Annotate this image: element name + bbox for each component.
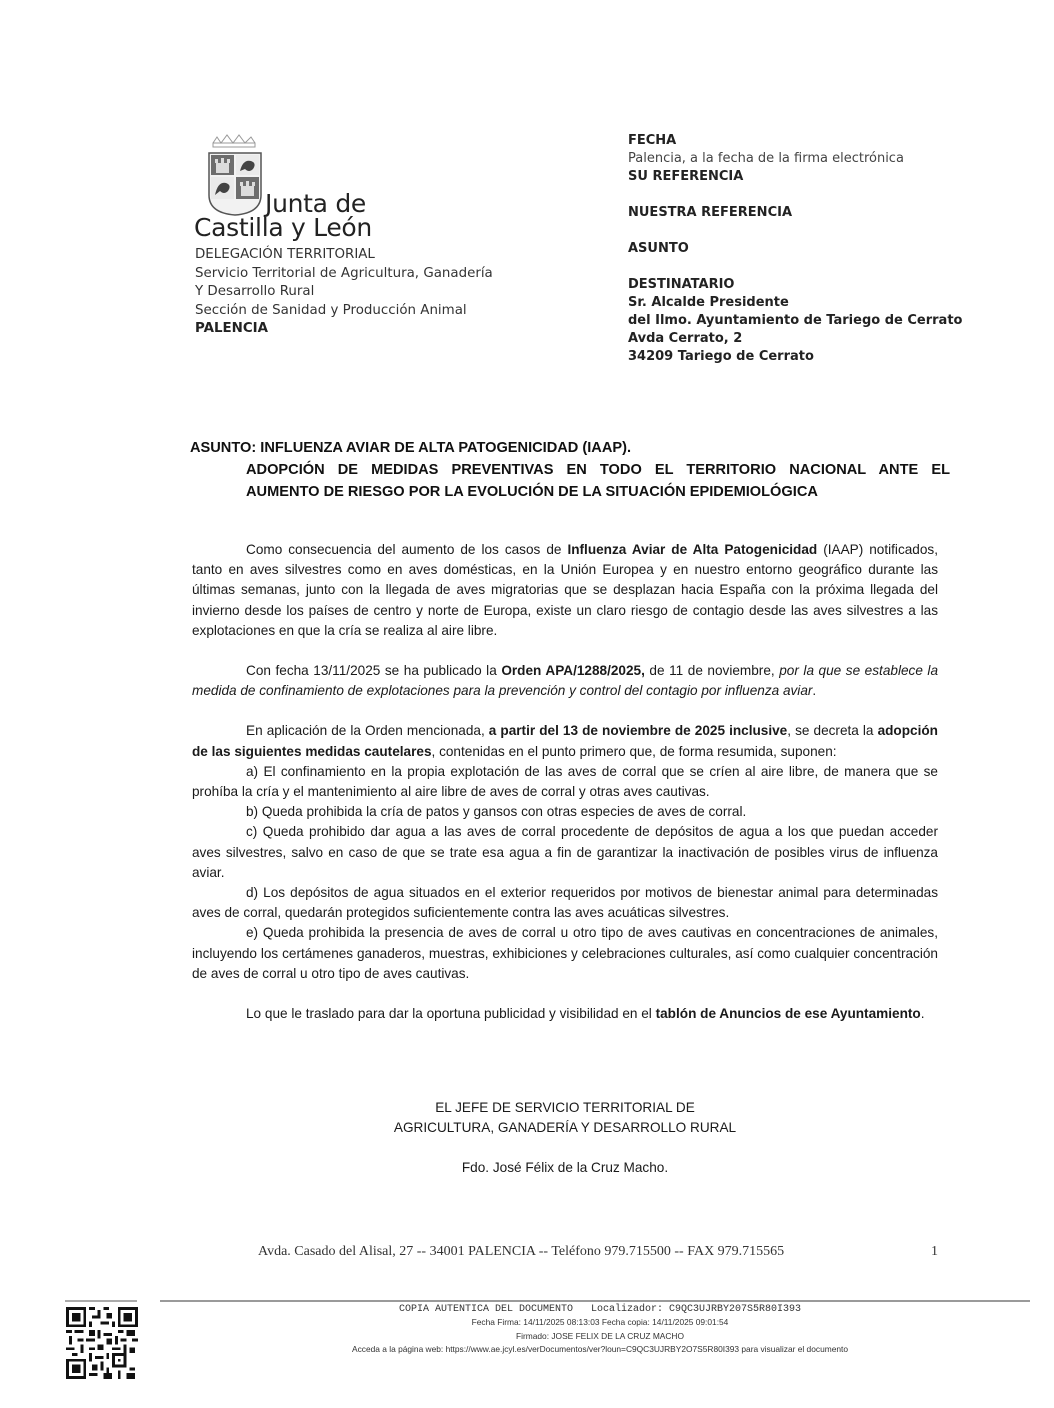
paragraph <box>192 661 938 701</box>
nuestra-referencia-label: NUESTRA REFERENCIA <box>628 205 793 220</box>
bold-text: Influenza Aviar de Alta Patogenicidad <box>567 542 818 557</box>
institution-name <box>194 189 372 242</box>
text: . <box>920 1006 925 1022</box>
measure-item: d) Los depósitos de agua situados en el exterior requeridos por motivos de bienestar animal para determinadas aves de corral, quedarán protegidos suficientemente contra las aves acuáticas silvestres. <box>192 885 938 921</box>
text: , se decreta la <box>787 723 878 739</box>
bold-text: a partir del 13 de noviembre de 2025 inclusive <box>488 723 788 739</box>
destinatario-line: Sr. Alcalde Presidente <box>628 295 789 310</box>
destinatario-label: DESTINATARIO <box>628 277 735 292</box>
org-line: Sección de Sanidad y Producción Animal <box>195 302 467 318</box>
subject-heading <box>190 437 950 503</box>
text: , contenidas en el punto primero que, de forma resumida, suponen: <box>431 743 837 759</box>
measure-item: a) El confinamiento en la propia explotación de las aves de corral que se críen al aire libre, de manera que se prohíba la cría y el mantenimiento al aire libre de aves de corral y otras aves cautivas. <box>192 763 938 800</box>
signer-title: AGRICULTURA, GANADERÍA Y DESARROLLO RURAL <box>393 1120 737 1135</box>
org-city: PALENCIA <box>195 321 269 337</box>
institution-name-line1: Junta de <box>265 189 366 218</box>
bold-text: tablón de Anuncios de ese Ayuntamiento <box>655 1006 921 1022</box>
signer-name: Fdo. José Félix de la Cruz Macho. <box>461 1160 669 1175</box>
text: . <box>812 683 817 699</box>
subject-line: ADOPCIÓN DE MEDIDAS PREVENTIVAS EN TODO EL TERRITORIO NACIONAL ANTE EL <box>246 462 950 478</box>
bold-text: adopción de las siguientes medidas cautelares <box>192 723 938 759</box>
subject-line: ASUNTO: INFLUENZA AVIAR DE ALTA PATOGENICIDAD (IAAP). <box>190 440 632 456</box>
footer-address: Avda. Casado del Alisal, 27 -- 34001 PALENCIA -- Teléfono 979.715500 -- FAX 979.715565 <box>258 1244 785 1259</box>
text: Lo que le traslado para dar la oportuna publicidad y visibilidad en el <box>246 1006 656 1022</box>
letter-body <box>192 540 938 1044</box>
order-reference: Orden APA/1288/2025, <box>501 663 645 679</box>
locator-code: C9QC3UJRBY207S5R80I393 <box>669 1304 802 1315</box>
destinatario-line: Avda Cerrato, 2 <box>628 331 743 346</box>
letter-meta <box>628 132 962 366</box>
qr-code <box>66 1307 138 1379</box>
page-number: 1 <box>931 1244 938 1259</box>
institution-name-line2: Castilla y León <box>194 213 372 242</box>
authentic-copy-stamp <box>280 1303 920 1357</box>
subject-line: AUMENTO DE RIESGO POR LA EVOLUCIÓN DE LA SITUACIÓN EPIDEMIOLÓGICA <box>246 484 818 500</box>
org-line: Y Desarrollo Rural <box>195 284 315 300</box>
copy-title: COPIA AUTENTICA DEL DOCUMENTO <box>398 1304 573 1315</box>
destinatario-line: del Ilmo. Ayuntamiento de Tariego de Cerrato <box>628 313 963 328</box>
asunto-label: ASUNTO <box>628 241 689 256</box>
text: Con fecha 13/11/2025 se ha publicado la <box>246 663 502 679</box>
order-title: por la que se establece la medida de confinamiento de explotaciones para la prevención y control del contagio por influenza aviar <box>192 663 939 699</box>
text: En aplicación de la Orden mencionada, <box>246 723 489 739</box>
signature-dates: Fecha Firma: 14/11/2025 08:13:03 Fecha copia: 14/11/2025 09:01:54 <box>471 1317 729 1327</box>
paragraph <box>192 540 938 641</box>
text: Como consecuencia del aumento de los casos de <box>246 542 568 557</box>
measure-item: e) Queda prohibida la presencia de aves de corral u otro tipo de aves cautivas en concentraciones de animales, incluyendo los certámenes ganaderos, muestras, exhibiciones y celebraciones culturales, así como cualquier concentración de aves de corral u otro tipo de aves cautivas. <box>192 925 938 981</box>
divider <box>65 1300 137 1302</box>
text: (IAAP) notificados, tanto en aves silvestres como en aves domésticas, en la Unión Europea y en nuestro entorno geográfico durante las últimas semanas, junto con la llegada de aves migratorias que se desplazan hacia España con la próxima llegada del invierno desde los países de centro y norte de Europa, existe un claro riesgo de contagio desde las aves silvestres a las explotaciones en que la cría se realiza al aire libre. <box>192 542 938 638</box>
org-line: DELEGACIÓN TERRITORIAL <box>195 247 375 262</box>
text: de 11 de noviembre, <box>644 663 780 679</box>
measure-item: c) Queda prohibido dar agua a las aves de corral procedente de depósitos de agua a los que puedan acceder aves silvestres, salvo en caso de que se trate esa agua a fin de garantizar la inactivación de posibles virus de influenza aviar. <box>192 824 938 880</box>
signed-by: Firmado: JOSE FELIX DE LA CRUZ MACHO <box>516 1330 684 1341</box>
paragraph <box>192 721 938 761</box>
paragraph <box>192 1004 938 1024</box>
measure-item: b) Queda prohibida la cría de patos y gansos con otras especies de aves de corral. <box>246 804 747 820</box>
fecha-value: Palencia, a la fecha de la firma electrónica <box>628 151 904 166</box>
verify-url-text: Acceda a la página web: https://www.ae.jcyl.es/verDocumentos/ver?loun=C9QC3UJRBY2O7S5R80I393 para visualizar el documento <box>351 1344 848 1354</box>
copy-header <box>280 1303 920 1316</box>
signature-block <box>192 1098 938 1178</box>
org-line: Servicio Territorial de Agricultura, Ganadería <box>195 265 493 281</box>
su-referencia-label: SU REFERENCIA <box>628 169 744 184</box>
destinatario-line: 34209 Tariego de Cerrato <box>628 349 814 364</box>
organization-block <box>195 246 493 339</box>
divider <box>160 1300 1030 1302</box>
fecha-label: FECHA <box>628 133 677 148</box>
signer-title: EL JEFE DE SERVICIO TERRITORIAL DE <box>435 1100 695 1115</box>
locator-label: Localizador: <box>590 1304 663 1315</box>
